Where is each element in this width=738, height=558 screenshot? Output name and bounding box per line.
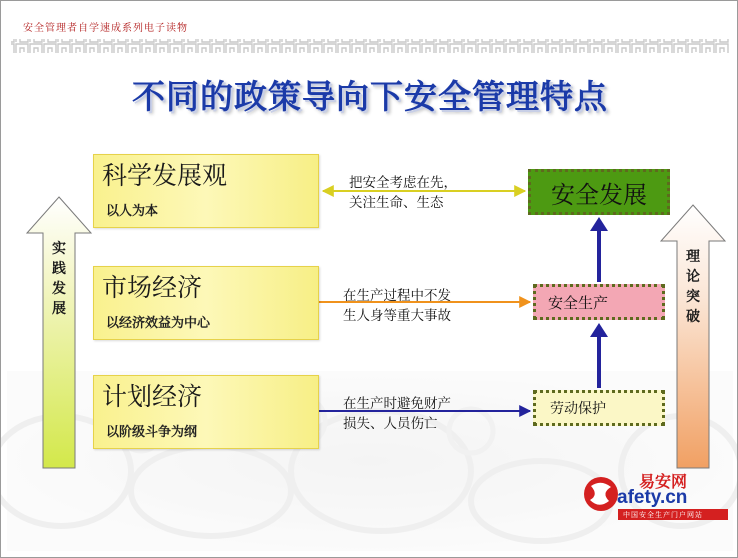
connector-text-1	[349, 173, 457, 213]
policy-box-subtitle: 以人为本	[106, 204, 159, 219]
up-arrow-upper	[590, 217, 608, 282]
policy-box-subtitle: 以阶级斗争为纲	[106, 425, 198, 440]
policy-box-subtitle: 以经济效益为中心	[106, 316, 211, 331]
policy-box-title: 市场经济	[102, 273, 203, 302]
connector-text-3	[343, 394, 451, 434]
theory-breakthrough-label	[684, 247, 702, 327]
policy-box-market-economy	[93, 266, 319, 340]
logo-cn-name: 易安网	[639, 472, 688, 491]
connector-text-2	[343, 286, 451, 326]
label-char: 论	[686, 269, 700, 285]
decorative-border	[11, 39, 729, 53]
policy-box-title: 计划经济	[102, 382, 203, 411]
label-char: 破	[686, 309, 700, 325]
policy-box-title: 科学发展观	[102, 161, 228, 190]
policy-box-scientific-development	[93, 154, 319, 228]
logo-domain: afety.cn	[617, 487, 688, 508]
series-header: 安全管理者自学速成系列电子读物	[23, 23, 188, 34]
label-char: 践	[52, 261, 66, 277]
policy-box-planned-economy	[93, 375, 319, 449]
connector-text-line: 在生产过程中不发	[343, 288, 451, 304]
outcome-box-safety-production: 安全生产	[533, 284, 665, 320]
connector-text-line: 生人身等重大事故	[343, 308, 451, 324]
practice-development-label	[50, 239, 68, 319]
page-title: 不同的政策导向下安全管理特点	[132, 77, 608, 116]
label-char: 展	[52, 301, 66, 317]
logo-tagline: 中国安全生产门户网站	[623, 511, 703, 519]
label-char: 突	[686, 289, 700, 305]
connector-text-line: 在生产时避免财产	[343, 396, 451, 412]
label-char: 发	[52, 281, 66, 297]
connector-text-line: 损失、人员伤亡	[343, 416, 438, 432]
outcome-box-labor-protection: 劳动保护	[533, 390, 665, 426]
label-char: 实	[52, 241, 66, 257]
connector-text-line: 关注生命、生态	[349, 195, 444, 211]
outcome-box-safety-development: 安全发展	[528, 169, 670, 215]
label-char: 理	[686, 249, 700, 265]
connector-text-line: 把安全考虑在先，	[349, 175, 457, 191]
